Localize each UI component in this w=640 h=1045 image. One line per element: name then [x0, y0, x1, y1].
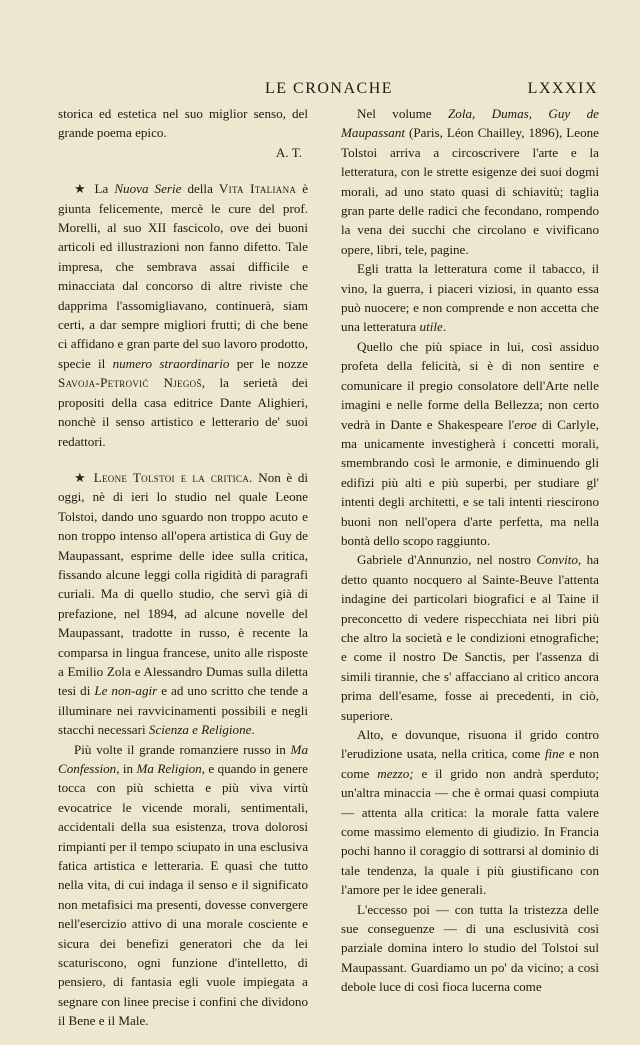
paragraph-closing	[58, 104, 308, 162]
paragraph-vita-italiana	[58, 179, 308, 451]
paragraph-bellezza	[341, 337, 599, 550]
italic-title: Le non-agir	[94, 683, 158, 699]
text-run: e non come	[341, 746, 599, 781]
text-run: (Paris, Léon Chailley, 1896), Leone Tolstoi arriva a circoscrivere l'arte e la letteratura, con le strette esigenze dei suoi dogmi morali, ad uno stato quasi di schiavitù; taglia gran parte delle radici che fecondano, rompendo la vena dei succhi che circolano e vivificano opere, libri, tele, pagine.	[341, 125, 599, 257]
text-run: Egli tratta la letteratura come il tabacco, il vino, la guerra, i piaceri viziosi, in quanto essa può nuocere; e non comprende e non accetta che una letteratura	[341, 261, 599, 335]
paragraph-volume	[341, 104, 599, 259]
text-run: , ha detto quanto nocquero al Sainte-Beuve l'attenta indagine dei particolari biografici e al Taine il preconcetto di vedere rispecchiata nei libri più che altro la società e le condizioni etnografiche; e come il nostro De Sanctis, per l'assenza di simili tirannie, che s' affacciano al critico ancora prima dell'esame, fosse ai precedenti, in ciò, superiore.	[341, 552, 599, 723]
signature: A. T.	[275, 144, 302, 160]
paragraph-romanziere	[58, 740, 308, 1031]
paragraph-tabacco	[341, 259, 599, 337]
text-run: è giunta felicemente, mercè le cure del prof. Morelli, al suo XII fascicolo, ove dei buoni articoli ed illustrazioni non fanno difetto. Tale impresa, che sembrava assai difficile e minacciata dal concorso di altre riviste che dapprima l'assomigliavano, continuerà, siam certi, a dar sempre migliori frutti; di che bene ci affidano e gran parte del suo lavoro prodotto, specie il	[58, 181, 308, 371]
running-header	[60, 80, 598, 102]
smallcaps-name: Savoja-Petrović Njegoš	[58, 375, 202, 391]
text-run: e ad uno scritto che tende a illuminare nei ravvicinamenti possibili e negli stacchi necessari	[58, 683, 308, 738]
text-run: .	[251, 722, 255, 738]
text-run: Più volte il grande romanziere russo in	[74, 741, 286, 757]
star-icon: ★	[74, 181, 89, 197]
text-run: , in	[116, 761, 134, 776]
text-run: per le nozze	[236, 355, 308, 371]
italic-word: mezzo;	[377, 765, 414, 781]
italic-word: fine	[544, 746, 565, 762]
paragraph-grido	[341, 725, 599, 900]
paragraph-dannunzio	[341, 550, 599, 725]
text-run: , la serietà dei propositi della casa editrice Dante Alighieri, nonchè il senso artistico e letterario de' suoi redattori.	[58, 375, 308, 449]
right-column	[341, 104, 599, 997]
italic-word: eroe	[514, 416, 537, 432]
italic-word: utile	[419, 319, 443, 335]
text-run: .	[442, 319, 447, 335]
text-run: , e quando in genere tocca con più schietta e più viva virtù evocatrice le vicende morali, sentimentali, accidentali della sua esistenza, trova dolorosi rimpianti per il tempo sciupato in una esclusiva fatica artistica e letteraria. E quasi che tutto nella vita, di cui indaga il senso e il significato non metafisici ma presenti, dovesse convergere nell'esercizio attivo di una morale cosciente e sicura dei benefizi generatori che da lei scaturiscono, ogni funzione d'intelletto, di pensiero, di fantasia egli vuole impiegata a segnare con linee precise i confini che dividono il Bene e il Male.	[58, 761, 308, 1029]
italic-title: Convito	[536, 552, 578, 568]
paragraph-text: storica ed estetica nel suo miglior senso, del grande poema epico.	[58, 106, 308, 141]
text-run: della	[187, 181, 213, 197]
italic-title: Ma Confession	[58, 741, 309, 776]
text-run: Nel volume	[357, 106, 432, 121]
text-run: di Carlyle, ma unicamente investigherà i concetti morali, smembrando così le armonie, e diminuendo gli edifizi più alti e più superbi, per studiare gl' intenti degli architetti, e se tali intenti riescirono buoni non nell'opera d'arte perfetta, ma nella bontà dello scopo raggiunto.	[341, 416, 599, 548]
left-column	[58, 104, 308, 1031]
page-number: LXXXIX	[527, 80, 598, 97]
text-run: e il grido non andrà sperduto; un'altra minaccia — che è ormai quasi compiuta — attenta alla critica: la morale fatta valere come massimo elemento di giudizio. In Francia pochi hanno il coraggio di sottrarsi al dominio di tale tendenza, la quale i più giustificano con l'amore per le idee generali.	[341, 765, 599, 898]
italic-title: Nuova Serie	[114, 181, 182, 197]
text-run: Non è di oggi, nè di ieri lo studio nel quale Leone Tolstoi, dando uno sguardo non troppo acuto e non troppo intenso all'opera artistica di Guy de Maupassant, esprime delle idee sulla critica, fissando alcune leggi colla rigidità di paragrafi curiali. Ma di quello studio, che servì già di prefazione, nel 1894, ad alcune novelle del Maupassant, tradotte in russo, è recente la comparsa in lingua francese, unito alle risposte a Emilio Zola e Alessandro Dumas sulla diletta tesi di	[58, 469, 309, 699]
text-run: Gabriele d'Annunzio, nel nostro	[357, 552, 531, 568]
text-run: L'eccesso poi — con tutta la tristezza delle sue conseguenze — di una esclusività così parziale domina intero lo studio del Tolstoi sul Maupassant. Guardiamo un po' da vicino; a così debole luce di così fioca lucerna come	[341, 901, 599, 995]
text-run: Alto, e dovunque, risuona il grido contro l'erudizione usata, nella critica, come	[341, 727, 599, 762]
smallcaps-title: Vita Italiana	[218, 181, 297, 197]
star-icon: ★	[74, 469, 89, 485]
italic-title: Zola, Dumas, Guy de Maupassant	[341, 106, 599, 141]
signature-line	[58, 143, 308, 162]
text-run: La	[94, 181, 109, 197]
italic-title: Scienza e Religione	[148, 722, 252, 738]
paragraph-tolstoi-critica	[58, 468, 308, 740]
section-heading: Leone Tolstoi e la critica.	[93, 469, 253, 485]
paragraph-eccesso	[341, 900, 599, 997]
text-run: Quello che più spiace in lui, così assiduo profeta della felicità, si è di non sentire e comunicare il pregio consolatore dell'Arte nelle imagini e nelle forme della Bellezza; non certo vedrà in Dante e Shakespeare l'	[341, 338, 599, 432]
running-title: LE CRONACHE	[264, 80, 394, 97]
italic-title: Ma Religion	[136, 761, 202, 776]
italic-phrase: numero straordinario	[112, 355, 230, 371]
